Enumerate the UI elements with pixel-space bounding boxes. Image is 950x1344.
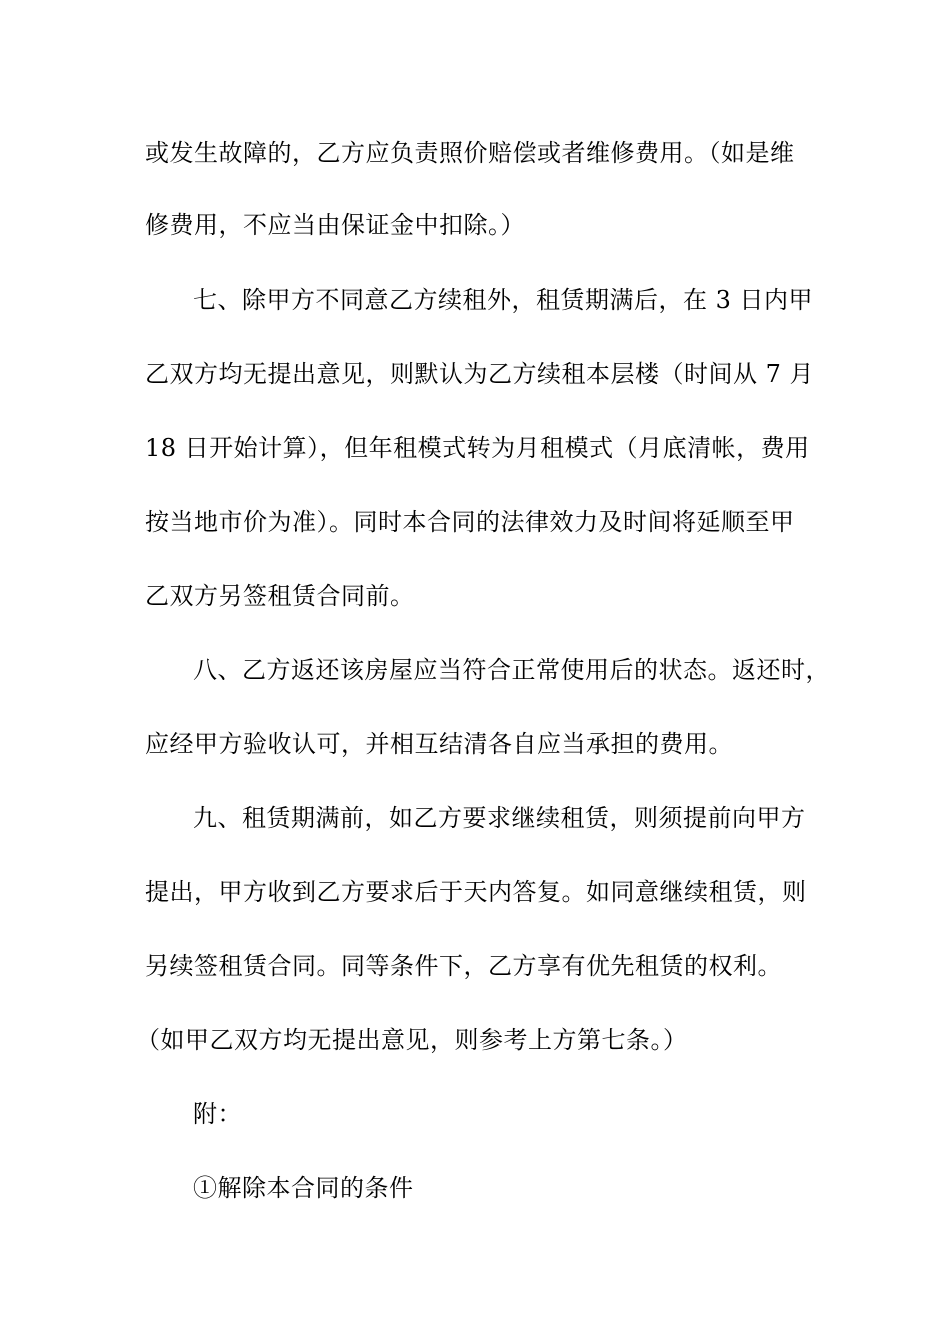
text-line: 18 日开始计算），但年租模式转为月租模式（月底清帐，费用 xyxy=(145,434,810,462)
text-line: 提出，甲方收到乙方要求后于天内答复。如同意继续租赁，则 xyxy=(145,878,807,906)
text-line: （如甲乙双方均无提出意见，则参考上方第七条。） xyxy=(136,1026,688,1054)
clause-9-start: 九、租赁期满前，如乙方要求继续租赁，则须提前向甲方 xyxy=(193,804,806,832)
text-line: 按当地市价为准）。同时本合同的法律效力及时间将延顺至甲 xyxy=(145,508,795,536)
text-line: 乙双方均无提出意见，则默认为乙方续租本层楼（时间从 7 月 xyxy=(145,360,815,388)
text-line: 或发生故障的，乙方应负责照价赔偿或者维修费用。（如是维 xyxy=(145,139,795,167)
appendix-heading: 附： xyxy=(193,1100,242,1128)
text-line: 应经甲方验收认可，并相互结清各自应当承担的费用。 xyxy=(145,730,733,758)
clause-8-start: 八、乙方返还该房屋应当符合正常使用后的状态。返还时， xyxy=(193,656,830,684)
appendix-item-1: ①解除本合同的条件 xyxy=(193,1174,414,1202)
text-line: 另续签租赁合同。同等条件下，乙方享有优先租赁的权利。 xyxy=(145,952,782,980)
text-line: 修费用，不应当由保证金中扣除。） xyxy=(145,211,525,239)
text-line: 乙双方另签租赁合同前。 xyxy=(145,582,415,610)
clause-7-start: 七、除甲方不同意乙方续租外，租赁期满后，在 3 日内甲 xyxy=(193,286,814,314)
